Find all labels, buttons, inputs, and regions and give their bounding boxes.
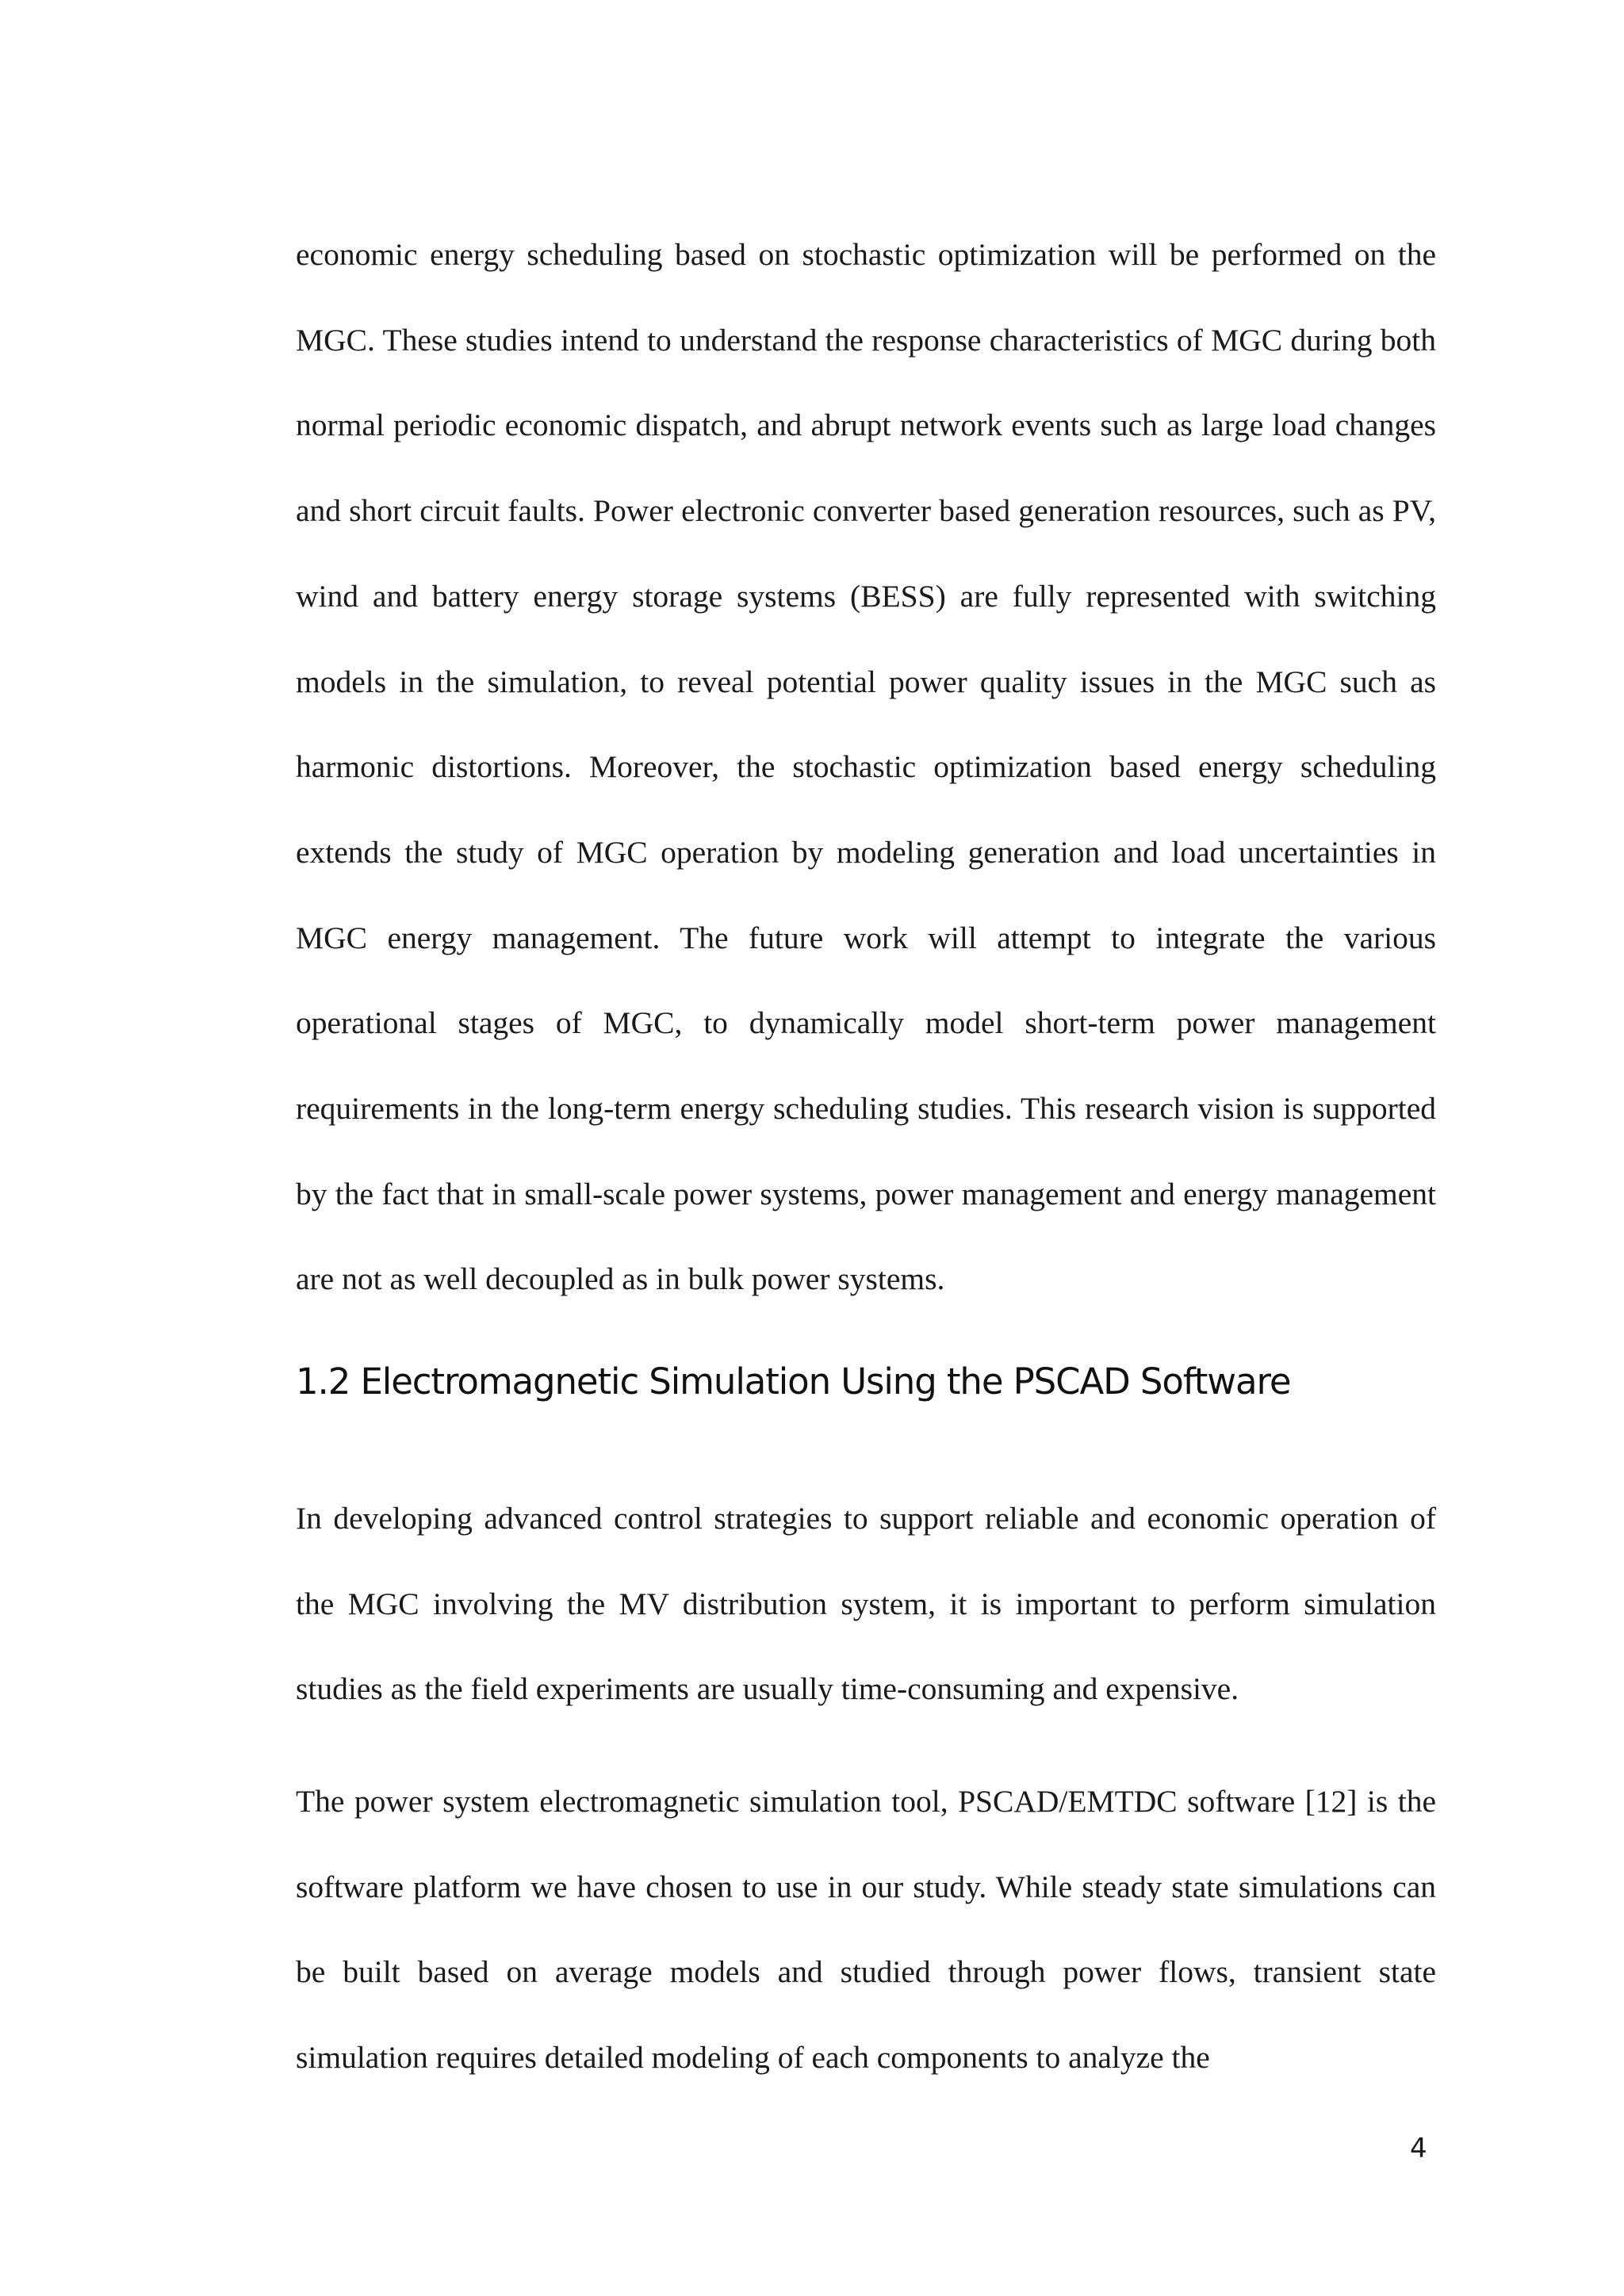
paragraph-intro-continued: economic energy scheduling based on stochastic optimization will be performed on the MGC. These studies intend to understand the response characteristics of MGC during both normal periodic economic dispatch, and abrupt network events such as large load changes and short circuit faults. Power electronic converter based generation resources, such as PV, wind and battery energy storage systems (BESS) are fully represented with switching models in the simulation, to reveal potential power quality issues in the MGC such as harmonic distortions. Moreover, the stochastic optimization based energy scheduling extends the study of MGC operation by modeling generation and load uncertainties in MGC energy management. The future work will attempt to integrate the various operational stages of MGC, to dynamically model short-term power management requirements in the long-term energy scheduling studies. This research vision is supported by the fact that in small-scale power systems, power management and energy management are not as well decoupled as in bulk power systems.	[296, 237, 1436, 1297]
document-page	[296, 212, 1436, 1322]
page-number: 4	[1410, 2133, 1427, 2164]
section-heading: 1.2 Electromagnetic Simulation Using the PSCAD Software	[296, 1360, 1291, 1402]
section-body	[296, 1476, 1436, 1732]
paragraph-simulation-motivation: In developing advanced control strategies to support reliable and economic operation of the MGC involving the MV distribution system, it is important to perform simulation studies as the field experiments are usually time-consuming and expensive.	[296, 1501, 1436, 1707]
section-body-2	[296, 1759, 1436, 2101]
paragraph-pscad-tool: The power system electromagnetic simulation tool, PSCAD/EMTDC software [12] is the software platform we have chosen to use in our study. While steady state simulations can be built based on average models and studied through power flows, transient state simulation requires detailed modeling of each components to analyze the	[296, 1784, 1436, 2076]
